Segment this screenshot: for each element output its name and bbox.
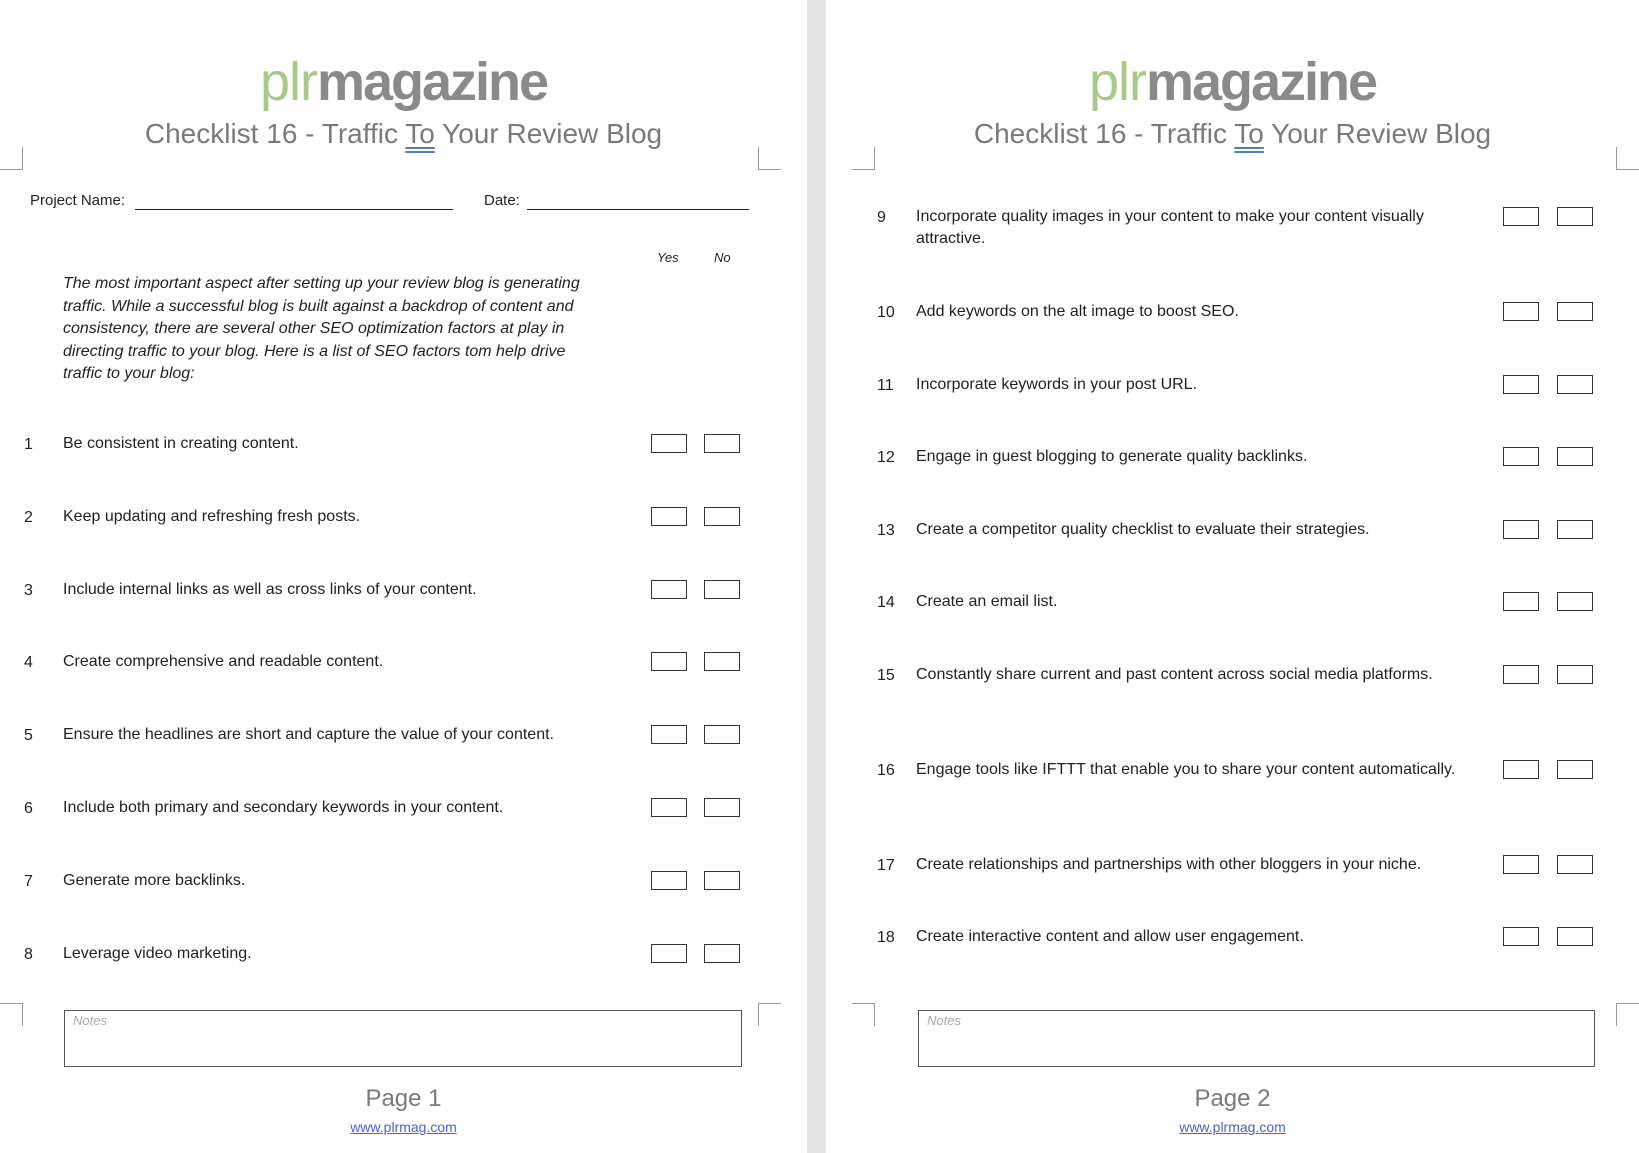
no-checkbox[interactable] <box>704 507 740 526</box>
no-checkbox[interactable] <box>704 434 740 453</box>
no-checkbox[interactable] <box>704 871 740 890</box>
item-text: Leverage video marketing. <box>63 945 252 962</box>
margin-corner-mark <box>852 1003 875 1026</box>
item-text: Keep updating and refreshing fresh posts. <box>63 508 361 525</box>
item-text: Include both primary and secondary keywords in your content. <box>63 799 504 816</box>
margin-corner-mark <box>852 147 875 170</box>
margin-corner-mark <box>758 1003 781 1026</box>
yes-checkbox[interactable] <box>651 871 687 890</box>
yes-checkbox[interactable] <box>1503 927 1539 946</box>
item-number: 11 <box>877 377 894 394</box>
item-text: Generate more backlinks. <box>63 872 246 889</box>
item-number: 13 <box>877 522 895 539</box>
notes-placeholder: Notes <box>73 1013 107 1028</box>
margin-corner-mark <box>0 1003 23 1026</box>
page-title: Checklist 16 - Traffic To Your Review Blog <box>144 118 663 149</box>
yes-checkbox[interactable] <box>651 725 687 744</box>
document-page-1 <box>0 0 807 1153</box>
no-checkbox[interactable] <box>704 652 740 671</box>
no-checkbox[interactable] <box>1557 447 1593 466</box>
no-checkbox[interactable] <box>1557 760 1593 779</box>
item-number: 15 <box>877 667 895 684</box>
website-link[interactable]: www.plrmag.com <box>1179 1119 1286 1135</box>
yes-checkbox[interactable] <box>1503 520 1539 539</box>
no-checkbox[interactable] <box>704 798 740 817</box>
date-label: Date: <box>484 192 520 209</box>
no-checkbox[interactable] <box>704 580 740 599</box>
item-number: 1 <box>24 436 33 453</box>
yes-checkbox[interactable] <box>1503 207 1539 226</box>
date-field[interactable] <box>527 209 749 210</box>
item-number: 3 <box>24 582 33 599</box>
margin-corner-mark <box>1616 147 1639 170</box>
item-text: Add keywords on the alt image to boost SEO. <box>916 303 1239 320</box>
no-checkbox[interactable] <box>1557 927 1593 946</box>
no-checkbox[interactable] <box>704 725 740 744</box>
plrmagazine-logo: plrmagazine <box>1088 52 1377 112</box>
yes-column-header: Yes <box>657 250 679 265</box>
notes-placeholder: Notes <box>927 1013 961 1028</box>
item-text: Create a competitor quality checklist to evaluate their strategies. <box>916 521 1370 538</box>
item-text: Engage tools like IFTTT that enable you to share your content automatically. <box>916 761 1456 778</box>
item-number: 2 <box>24 509 33 526</box>
no-checkbox[interactable] <box>1557 665 1593 684</box>
yes-checkbox[interactable] <box>651 652 687 671</box>
item-number: 14 <box>877 594 895 611</box>
no-checkbox[interactable] <box>704 944 740 963</box>
no-checkbox[interactable] <box>1557 302 1593 321</box>
page-gutter <box>807 0 826 1153</box>
margin-corner-mark <box>0 147 23 170</box>
yes-checkbox[interactable] <box>1503 665 1539 684</box>
item-number: 4 <box>24 654 33 671</box>
page-number: Page 1 <box>365 1085 442 1112</box>
item-number: 12 <box>877 449 895 466</box>
margin-corner-mark <box>758 147 781 170</box>
notes-box[interactable] <box>64 1010 742 1067</box>
margin-corner-mark <box>1616 1003 1639 1026</box>
page-number: Page 2 <box>1194 1085 1271 1112</box>
item-text: Incorporate quality images in your content to make your content visually attractive. <box>916 208 1424 247</box>
yes-checkbox[interactable] <box>1503 760 1539 779</box>
no-checkbox[interactable] <box>1557 592 1593 611</box>
document-page-2 <box>826 0 1639 1153</box>
item-text: Include internal links as well as cross links of your content. <box>63 581 477 598</box>
yes-checkbox[interactable] <box>651 434 687 453</box>
item-number: 16 <box>877 762 895 779</box>
item-text: Ensure the headlines are short and capture the value of your content. <box>63 726 554 743</box>
item-text: Create interactive content and allow user engagement. <box>916 928 1304 945</box>
item-text: Create relationships and partnerships with other bloggers in your niche. <box>916 856 1422 873</box>
intro-paragraph: The most important aspect after setting up your review blog is generating traffic. While a successful blog is built against a backdrop of content and consistency, there are several other SEO optimization factors at play in directing traffic to your blog. Here is a list of SEO factors tom help drive traffic to your blog: <box>63 275 580 382</box>
item-text: Engage in guest blogging to generate quality backlinks. <box>916 448 1308 465</box>
yes-checkbox[interactable] <box>1503 855 1539 874</box>
item-number: 17 <box>877 857 895 874</box>
item-text: Be consistent in creating content. <box>63 435 299 452</box>
item-text: Incorporate keywords in your post URL. <box>916 376 1198 393</box>
yes-checkbox[interactable] <box>1503 592 1539 611</box>
item-text: Constantly share current and past content across social media platforms. <box>916 666 1433 683</box>
no-checkbox[interactable] <box>1557 520 1593 539</box>
yes-checkbox[interactable] <box>1503 375 1539 394</box>
item-text: Create an email list. <box>916 593 1058 610</box>
item-number: 9 <box>877 209 886 226</box>
item-number: 7 <box>24 873 33 890</box>
no-checkbox[interactable] <box>1557 375 1593 394</box>
yes-checkbox[interactable] <box>1503 302 1539 321</box>
no-checkbox[interactable] <box>1557 207 1593 226</box>
item-number: 18 <box>877 929 895 946</box>
item-number: 10 <box>877 304 895 321</box>
project-name-label: Project Name: <box>30 192 126 209</box>
yes-checkbox[interactable] <box>651 580 687 599</box>
plrmagazine-logo: plrmagazine <box>259 52 548 112</box>
no-column-header: No <box>714 250 731 265</box>
item-number: 6 <box>24 800 33 817</box>
no-checkbox[interactable] <box>1557 855 1593 874</box>
page-title: Checklist 16 - Traffic To Your Review Blog <box>973 118 1492 149</box>
yes-checkbox[interactable] <box>651 507 687 526</box>
yes-checkbox[interactable] <box>651 798 687 817</box>
item-number: 8 <box>24 946 33 963</box>
item-number: 5 <box>24 727 33 744</box>
yes-checkbox[interactable] <box>1503 447 1539 466</box>
website-link[interactable]: www.plrmag.com <box>350 1119 457 1135</box>
notes-box[interactable] <box>918 1010 1595 1067</box>
yes-checkbox[interactable] <box>651 944 687 963</box>
project-name-field[interactable] <box>135 209 453 210</box>
item-text: Create comprehensive and readable content. <box>63 653 384 670</box>
